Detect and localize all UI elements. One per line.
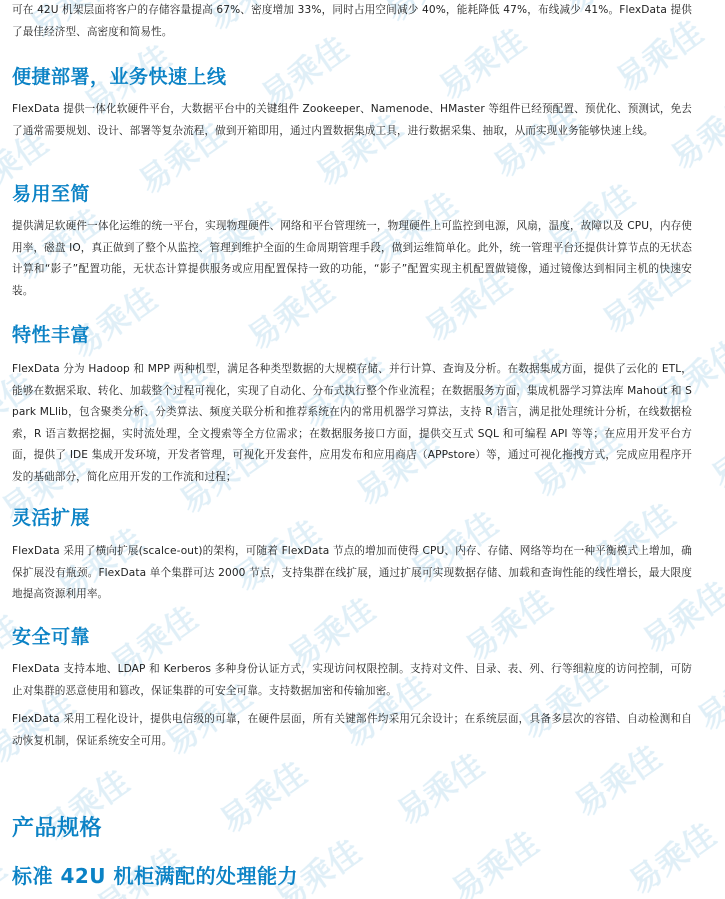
- section-title-security: 安全可靠: [12, 626, 91, 648]
- section-text-scalability: FlexData 采用了横向扩展(scalce-out)的架构，可随着 FlexData 节点的增加而使得 CPU、内存、存储、网络等均在一种平衡模式上增加，确保扩展没有瓶颈。FlexData 单个集群可达 2000 节点，支持集群在线扩展，通过扩展可实现数据存储、加载和查询性能的线性增长，最大限度地提高资源利用率。: [12, 545, 692, 600]
- section-text-deployment: FlexData 提供一体化软硬件平台，大数据平台中的关键组件 Zookeeper、Namenode、HMaster 等组件已经预配置、预优化、预测试，免去了通常需要规划、设计、部署等复杂流程，做到开箱即用，通过内置数据集成工具，进行数据采集、抽取，从而实现业务能够快速上线。: [12, 103, 692, 137]
- section-text-security: FlexData 支持本地、LDAP 和 Kerberos 多种身份认证方式，实现访问权限控制。支持对文件、目录、表、列、行等细粒度的访问控制，可防止对集群的恶意使用和篡改，保证集群的可安全可靠。支持数据加密和传输加密。: [12, 663, 692, 697]
- section-text-usability: 提供满足软硬件一体化运维的统一平台，实现物理硬件、网络和平台管理统一，物理硬件上可监控到电源，风扇，温度，故障以及 CPU，内存使用率，磁盘 IO，真正做到了整个从监控、管理到维护全面的生命周期管理手段，做到运维简单化。此外，统一管理平台还提供计算节点的无状态计算和“影子”配置功能，无状态计算提供服务或应用配置保持一致的功能，“影子”配置实现主机配置做镜像，通过镜像达到相同主机的快速安装。: [12, 220, 692, 297]
- section-title-scalability: 灵活扩展: [12, 507, 91, 529]
- product-spec-subtitle: 标准 42U 机柜满配的处理能力: [12, 864, 298, 888]
- section-text-features: FlexData 分为 Hadoop 和 MPP 两种机型，满足各种类型数据的大规模存储、并行计算、查询及分析。在数据集成方面，提供了云化的 ETL，能够在数据采取、转化、加载整个过程可视化，实现了自动化、分布式执行整个作业流程；在数据服务方面，集成机器学习算法库 Mahout 和 Spark MLlib，包含聚类分析、分类算法、频度关联分析和推荐系统在内的常用机器学习算法，支持 R 语言，满足批处理统计分析，在线数据检索，R 语言数据挖掘，实时流处理，全文搜索等全方位需求；在数据服务接口方面，提供交互式 SQL 和可编程 API 等等；在应用开发平台方面，提供了 IDE 集成开发环境，开发者管理，可视化开发套件，应用发布和应用商店（APPstore）等，通过可视化拖拽方式，完成应用程序开发的基础部分，简化应用开发的工作流和过程；: [12, 363, 692, 483]
- section-title-deployment: 便捷部署，业务快速上线: [12, 66, 227, 88]
- section-text-security-2: FlexData 采用工程化设计，提供电信级的可靠，在硬件层面，所有关键部件均采用冗余设计；在系统层面，具备多层次的容错、自动检测和自动恢复机制，保证系统安全可用。: [12, 713, 692, 747]
- intro-paragraph: 可在 42U 机架层面将客户的存储容量提高 67%、密度增加 33%，同时占用空间减少 40%，能耗降低 47%，布线减少 41%。FlexData 提供了最佳经济型、高密度和简易性。: [12, 4, 692, 38]
- section-title-features: 特性丰富: [12, 324, 91, 346]
- section-title-usability: 易用至简: [12, 183, 91, 205]
- product-spec-title: 产品规格: [12, 816, 103, 841]
